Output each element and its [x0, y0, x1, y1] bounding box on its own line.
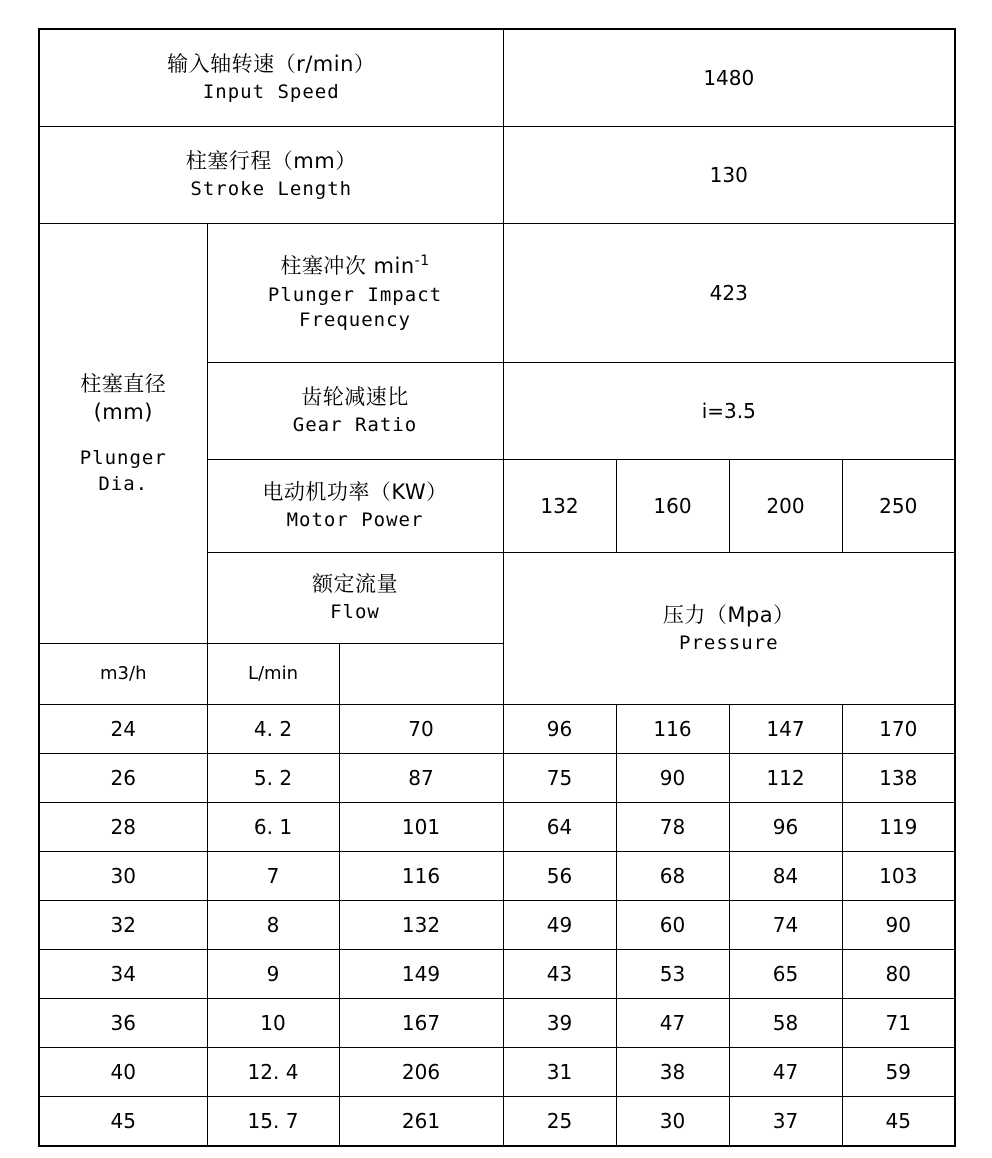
cell-plunger-dia: 28: [39, 803, 207, 852]
gear-ratio-value: i=3.5: [503, 363, 955, 460]
input-speed-label-cn: 输入轴转速（r/min）: [167, 52, 376, 76]
motor-power-value-3: 200: [729, 460, 842, 553]
cell-plunger-dia: 30: [39, 852, 207, 901]
table-row-stroke-length: [39, 127, 955, 224]
cell-flow-m3h: 9: [207, 950, 339, 999]
cell-plunger-dia: 24: [39, 705, 207, 754]
flow-unit-lmin: L/min: [207, 644, 339, 705]
table-row: [39, 754, 955, 803]
stroke-length-label-cn: 柱塞行程（mm）: [185, 149, 357, 173]
cell-pressure-200: 74: [729, 901, 842, 950]
cell-plunger-dia: 36: [39, 999, 207, 1048]
stroke-length-value: 130: [503, 127, 955, 224]
plunger-dia-label-en-2: Dia.: [98, 472, 149, 495]
cell-flow-m3h: 7: [207, 852, 339, 901]
cell-pressure-250: 138: [842, 754, 955, 803]
cell-flow-m3h: 15. 7: [207, 1097, 339, 1147]
input-speed-label-cell: [39, 29, 503, 127]
cell-pressure-200: 147: [729, 705, 842, 754]
stroke-length-label-en: Stroke Length: [190, 178, 353, 201]
cell-pressure-132: 49: [503, 901, 616, 950]
input-speed-value: 1480: [503, 29, 955, 127]
table-row: [39, 950, 955, 999]
cell-flow-lmin: 261: [339, 1097, 503, 1147]
cell-pressure-160: 78: [616, 803, 729, 852]
cell-pressure-200: 47: [729, 1048, 842, 1097]
input-speed-label-en: Input Speed: [202, 81, 340, 104]
pressure-label-cell: [503, 553, 955, 705]
flow-label-cell: [207, 553, 503, 644]
cell-pressure-250: 103: [842, 852, 955, 901]
plunger-dia-label-unit: (mm): [93, 399, 153, 424]
cell-flow-lmin: 101: [339, 803, 503, 852]
table-row: [39, 705, 955, 754]
plunger-dia-label-cn: 柱塞直径: [80, 371, 167, 396]
cell-pressure-200: 112: [729, 754, 842, 803]
cell-pressure-200: 84: [729, 852, 842, 901]
cell-plunger-dia: 34: [39, 950, 207, 999]
cell-pressure-132: 25: [503, 1097, 616, 1147]
cell-plunger-dia: 26: [39, 754, 207, 803]
cell-pressure-200: 58: [729, 999, 842, 1048]
cell-pressure-132: 43: [503, 950, 616, 999]
cell-pressure-250: 71: [842, 999, 955, 1048]
impact-frequency-label-cn-text: 柱塞冲次 min: [280, 254, 415, 279]
cell-pressure-160: 38: [616, 1048, 729, 1097]
cell-flow-m3h: 10: [207, 999, 339, 1048]
cell-flow-m3h: 8: [207, 901, 339, 950]
motor-power-value-1: 132: [503, 460, 616, 553]
flow-label-en: Flow: [330, 601, 380, 624]
cell-flow-lmin: 132: [339, 901, 503, 950]
impact-frequency-label-en-1: Plunger Impact: [267, 283, 443, 306]
table-row: [39, 803, 955, 852]
table-row-input-speed: [39, 29, 955, 127]
motor-power-label-en: Motor Power: [286, 509, 424, 532]
cell-pressure-132: 56: [503, 852, 616, 901]
cell-pressure-132: 31: [503, 1048, 616, 1097]
motor-power-value-4: 250: [842, 460, 955, 553]
cell-pressure-250: 45: [842, 1097, 955, 1147]
impact-frequency-label-sup: -1: [414, 253, 430, 270]
cell-pressure-250: 80: [842, 950, 955, 999]
table-row: [39, 852, 955, 901]
cell-pressure-200: 96: [729, 803, 842, 852]
table-row: [39, 999, 955, 1048]
cell-pressure-132: 96: [503, 705, 616, 754]
cell-pressure-160: 68: [616, 852, 729, 901]
cell-pressure-160: 116: [616, 705, 729, 754]
flow-label-cn: 额定流量: [312, 572, 398, 596]
cell-flow-lmin: 116: [339, 852, 503, 901]
plunger-dia-label-cell: [39, 224, 207, 644]
cell-flow-lmin: 149: [339, 950, 503, 999]
table-row-impact-frequency: [39, 224, 955, 363]
cell-flow-m3h: 12. 4: [207, 1048, 339, 1097]
pressure-label-cn: 压力（Mpa）: [662, 602, 795, 627]
cell-pressure-160: 60: [616, 901, 729, 950]
cell-pressure-250: 170: [842, 705, 955, 754]
cell-pressure-250: 119: [842, 803, 955, 852]
table-row: [39, 901, 955, 950]
cell-pressure-200: 65: [729, 950, 842, 999]
cell-flow-lmin: 70: [339, 705, 503, 754]
cell-flow-lmin: 206: [339, 1048, 503, 1097]
cell-pressure-160: 90: [616, 754, 729, 803]
impact-frequency-label-en-2: Frequency: [299, 309, 411, 332]
cell-plunger-dia: 45: [39, 1097, 207, 1147]
stroke-length-label-cell: [39, 127, 503, 224]
gear-ratio-label-cell: [207, 363, 503, 460]
flow-unit-m3h: m3/h: [39, 644, 207, 705]
cell-pressure-250: 59: [842, 1048, 955, 1097]
cell-flow-m3h: 5. 2: [207, 754, 339, 803]
motor-power-label-cn: 电动机功率（KW）: [262, 480, 448, 504]
cell-plunger-dia: 40: [39, 1048, 207, 1097]
pump-specification-table: [38, 28, 956, 1147]
cell-pressure-132: 39: [503, 999, 616, 1048]
impact-frequency-value: 423: [503, 224, 955, 363]
impact-frequency-label-cell: [207, 224, 503, 363]
cell-flow-lmin: 167: [339, 999, 503, 1048]
table-row: [39, 1048, 955, 1097]
cell-pressure-132: 64: [503, 803, 616, 852]
plunger-dia-label-en-1: Plunger: [79, 447, 167, 470]
cell-pressure-200: 37: [729, 1097, 842, 1147]
cell-pressure-132: 75: [503, 754, 616, 803]
cell-flow-m3h: 6. 1: [207, 803, 339, 852]
cell-pressure-160: 53: [616, 950, 729, 999]
motor-power-label-cell: [207, 460, 503, 553]
cell-plunger-dia: 32: [39, 901, 207, 950]
table-row: [39, 1097, 955, 1147]
impact-frequency-label-cn: [211, 252, 500, 280]
cell-flow-m3h: 4. 2: [207, 705, 339, 754]
cell-pressure-160: 47: [616, 999, 729, 1048]
cell-pressure-250: 90: [842, 901, 955, 950]
gear-ratio-label-cn: 齿轮减速比: [301, 385, 409, 409]
motor-power-value-2: 160: [616, 460, 729, 553]
pressure-label-en: Pressure: [679, 631, 779, 654]
plunger-dia-spacer: [43, 426, 204, 446]
gear-ratio-label-en: Gear Ratio: [292, 414, 418, 437]
cell-flow-lmin: 87: [339, 754, 503, 803]
cell-pressure-160: 30: [616, 1097, 729, 1147]
